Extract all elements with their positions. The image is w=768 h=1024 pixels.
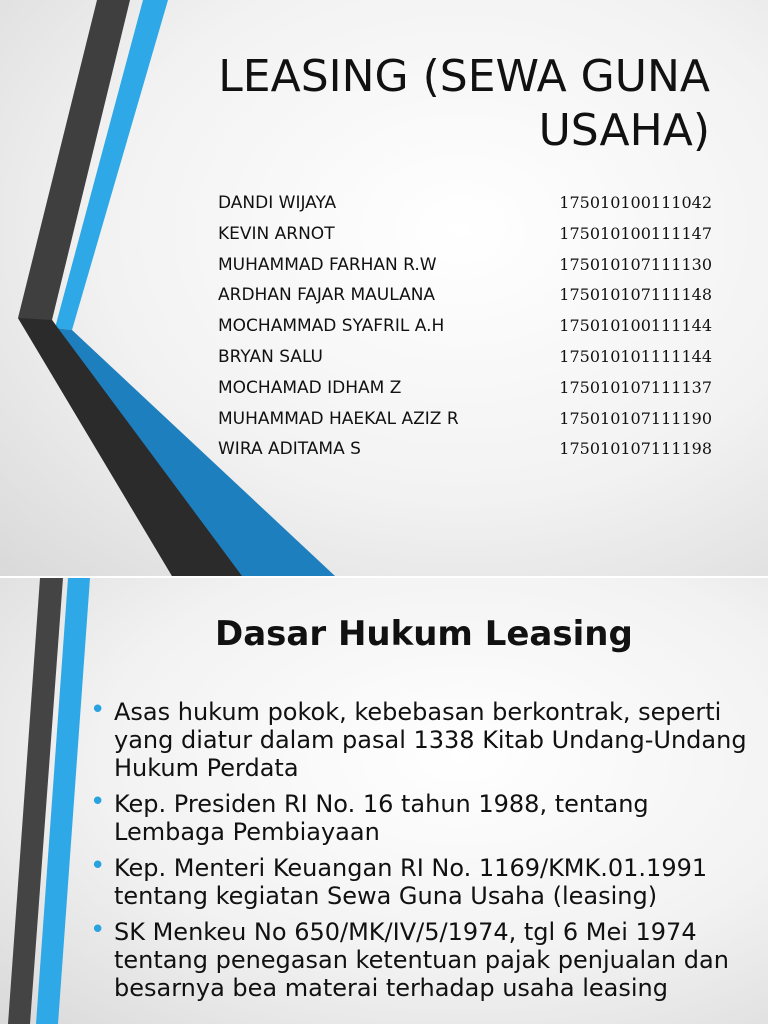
bullet-item: • SK Menkeu No 650/MK/IV/5/1974, tgl 6 Mei 1974 tentang penegasan ketentuan pajak penjualan dan besarnya bea materai terhadap usaha leasing [90,915,729,1002]
bullet-icon: • [90,787,106,817]
member-id: 175010101111144 [559,347,712,366]
member-name: ARDHAN FAJAR MAULANA [218,285,436,306]
bullet-icon: • [90,851,106,881]
member-name: WIRA ADITAMA S [218,439,361,460]
bullet-item: • Kep. Menteri Keuangan RI No. 1169/KMK.01.1991 tentang kegiatan Sewa Guna Usaha (leasing) [90,851,708,910]
member-name: MOCHAMAD IDHAM Z [218,377,402,398]
member-row [0,285,768,315]
bullet-icon: • [90,915,106,945]
bullet-item: • Kep. Presiden RI No. 16 tahun 1988, tentang Lembaga Pembiayaan [90,787,649,846]
member-row [0,347,768,377]
member-id: 175010100111042 [559,193,712,212]
member-row [0,224,768,254]
bullet-list [90,695,750,1010]
bullet-icon: • [90,695,106,725]
member-id: 175010107111130 [559,254,712,274]
member-id: 175010100111147 [559,223,712,243]
member-row [0,439,768,469]
member-id: 175010107111137 [559,377,712,397]
member-row [0,409,768,439]
member-id: 175010107111148 [559,285,712,305]
member-name: MUHAMMAD HAEKAL AZIZ R [218,408,459,429]
member-name: KEVIN ARNOT [218,223,335,244]
member-name: BRYAN SALU [218,347,324,367]
bullet-item: • Asas hukum pokok, kebebasan berkontrak, seperti yang diatur dalam pasal 1338 Kitab Undang-Undang Hukum Perdata [90,695,747,782]
member-row [0,193,768,223]
member-name: MUHAMMAD FARHAN R.W [218,254,437,275]
member-row [0,378,768,408]
member-name: DANDI WIJAYA [218,193,337,213]
slide-dasar-hukum [0,578,768,1024]
member-id: 175010100111144 [559,316,712,336]
member-id: 175010107111198 [559,439,712,459]
slide-title-text: LEASING (SEWA GUNA USAHA) [218,51,710,156]
member-row [0,316,768,346]
member-id: 175010107111190 [559,408,712,428]
slide-heading: Dasar Hukum Leasing [215,614,633,654]
member-name: MOCHAMMAD SYAFRIL A.H [218,316,445,337]
member-row [0,255,768,285]
